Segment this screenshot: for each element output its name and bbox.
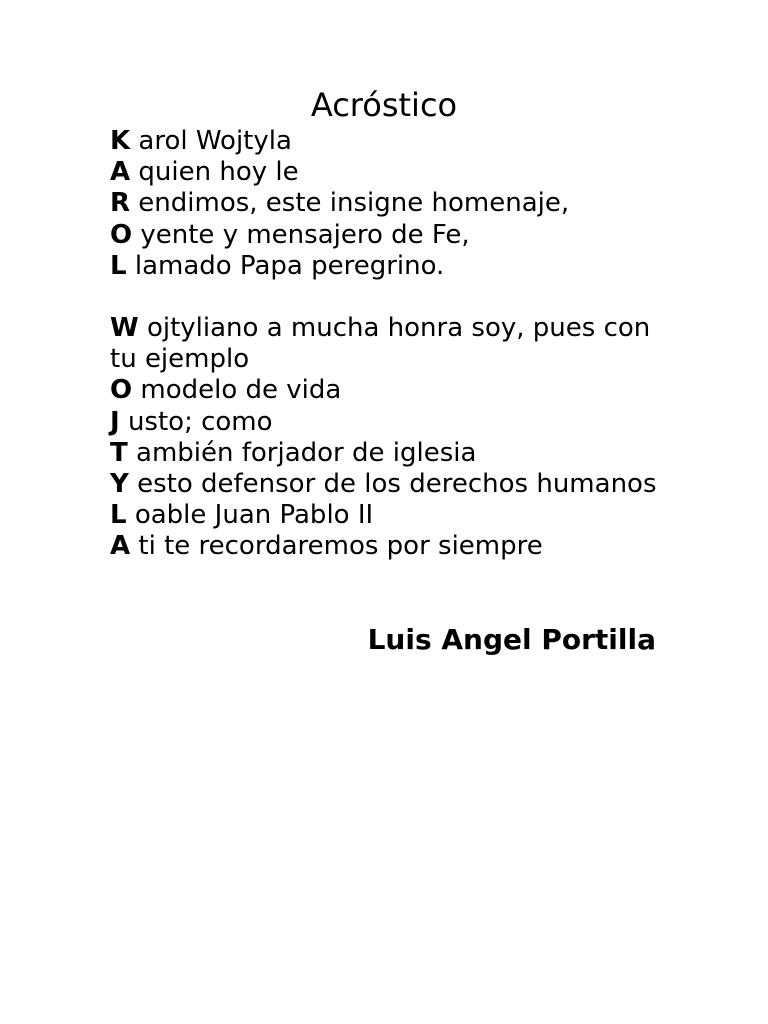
acrostic-initial: J	[110, 406, 120, 437]
poem-line	[110, 438, 670, 469]
line-text: oable Juan Pablo II	[126, 500, 374, 531]
poem-line	[110, 220, 670, 251]
acrostic-poem	[110, 126, 670, 563]
poem-line	[110, 531, 670, 562]
poem-line	[110, 188, 670, 219]
poem-line	[110, 375, 670, 406]
line-text: endimos, este insigne homenaje,	[130, 188, 570, 219]
stanza-karol	[110, 126, 670, 282]
acrostic-initial: Y	[110, 469, 129, 500]
line-text: ti te recordaremos por siempre	[130, 531, 543, 562]
line-text: yente y mensajero de Fe,	[132, 219, 470, 250]
acrostic-initial: O	[110, 375, 133, 406]
acrostic-initial: R	[110, 188, 131, 219]
acrostic-initial: T	[110, 437, 128, 468]
stanza-separator	[110, 282, 670, 313]
acrostic-initial: K	[110, 126, 131, 156]
poem-line	[110, 469, 670, 500]
line-text: ojtyliano a mucha honra soy, pues con tu ejemplo	[110, 313, 651, 375]
acrostic-initial: A	[110, 531, 131, 562]
acrostic-initial: L	[110, 250, 127, 281]
author-signature: Luis Angel Portilla	[367, 623, 656, 656]
line-text: esto defensor de los derechos humanos	[128, 469, 657, 500]
acrostic-initial: A	[110, 157, 131, 188]
line-text: arol Wojtyla	[130, 126, 292, 156]
poem-line	[110, 157, 670, 188]
line-text: usto; como	[119, 406, 273, 437]
poem-line	[110, 251, 670, 282]
line-text: quien hoy le	[130, 157, 299, 188]
poem-line	[110, 126, 670, 157]
poem-line	[110, 407, 670, 438]
acrostic-initial: L	[110, 500, 127, 531]
line-text: lamado Papa peregrino.	[126, 250, 445, 281]
page-title: Acróstico	[310, 86, 458, 124]
acrostic-initial: W	[110, 313, 139, 344]
poem-line	[110, 313, 670, 375]
line-text: ambién forjador de iglesia	[127, 437, 477, 468]
acrostic-initial: O	[110, 219, 133, 250]
stanza-wojtyla	[110, 313, 670, 563]
line-text: modelo de vida	[132, 375, 342, 406]
poem-line	[110, 500, 670, 531]
